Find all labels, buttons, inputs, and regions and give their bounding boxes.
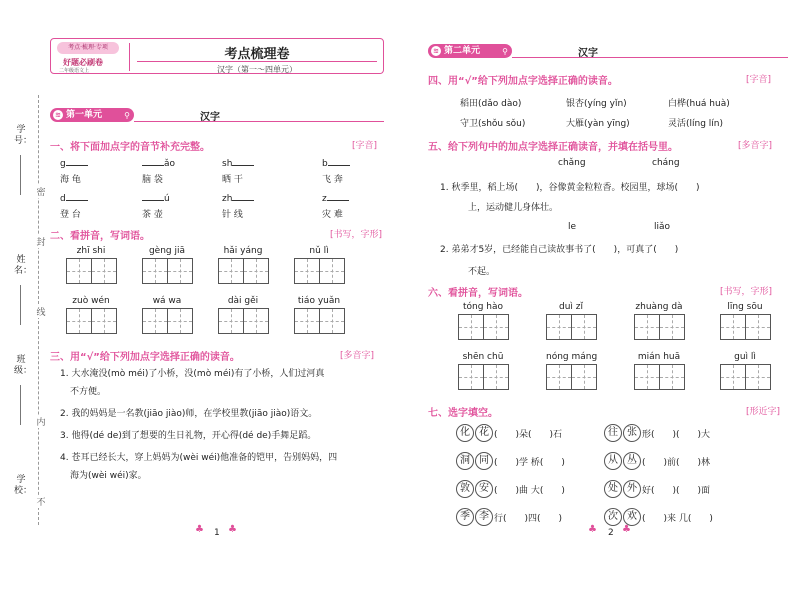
writing-cell[interactable] <box>319 258 345 284</box>
magnifier-icon: ⚲ <box>124 111 130 120</box>
name-line <box>20 285 21 325</box>
answer-blank[interactable] <box>66 157 88 166</box>
q2-word: zuò wén <box>66 296 116 334</box>
unit-banner <box>428 44 788 58</box>
option-char: 处 <box>604 480 622 498</box>
writing-cell[interactable] <box>458 364 484 390</box>
option-char: 次 <box>604 508 622 526</box>
writing-cell[interactable] <box>659 364 685 390</box>
option-char: 张 <box>623 424 641 442</box>
student-id-line <box>20 155 21 195</box>
unit-title: 汉字 <box>200 112 220 123</box>
binding-sep: 线 <box>36 305 46 318</box>
q5-sentence: 不起。 <box>468 267 496 277</box>
page-title: 考点梳理卷 <box>224 47 290 62</box>
writing-cell[interactable] <box>659 314 685 340</box>
q6-word: nóng máng <box>546 352 597 390</box>
q6-title: 六、看拼音，写词语。 <box>428 288 528 299</box>
writing-cell[interactable] <box>745 364 771 390</box>
grade-label: 二年级语文上 <box>59 68 90 74</box>
q2-tag: [书写，字形] <box>330 230 383 240</box>
magnifier-icon: ⚲ <box>502 47 508 56</box>
q2-word: tiáo yuǎn <box>294 296 344 334</box>
writing-cell[interactable] <box>720 364 746 390</box>
option-char: 从 <box>604 452 622 470</box>
writing-cell[interactable] <box>483 364 509 390</box>
writing-cell[interactable] <box>458 314 484 340</box>
q5-tag: [多音字] <box>738 141 773 151</box>
q5-title: 五、给下列句中的加点字选择正确读音，并填在括号里。 <box>428 142 678 153</box>
q1-item: sh 晒 干 <box>222 157 254 185</box>
writing-cell[interactable] <box>720 314 746 340</box>
writing-cell[interactable] <box>243 308 269 334</box>
fill-blank-pair[interactable]: 行( )四( ) <box>494 513 563 524</box>
option-char: 化 <box>456 424 474 442</box>
student-id-label: 学号： <box>14 125 33 146</box>
writing-cell[interactable] <box>634 364 660 390</box>
writing-cell[interactable] <box>142 308 168 334</box>
page-number: 2 <box>608 528 614 538</box>
q3-line: 1. 大水淹没(mò méi)了小桥，没(mò méi)有了小桥，人们过河真 <box>60 369 325 379</box>
writing-cell[interactable] <box>294 258 320 284</box>
palm-icon: ♣ <box>195 524 204 535</box>
fill-blank-pair[interactable]: 形( )( )大 <box>642 429 711 440</box>
writing-cell[interactable] <box>571 364 597 390</box>
answer-blank[interactable] <box>328 157 350 166</box>
writing-cell[interactable] <box>745 314 771 340</box>
q6-word: zhuàng dà <box>634 302 684 340</box>
writing-cell[interactable] <box>571 314 597 340</box>
school-label: 学校： <box>14 475 33 496</box>
q3-line: 4. 苍耳已经长大，穿上妈妈为(wèi wéi)他准备的铠甲，告别妈妈，四 <box>60 453 338 463</box>
palm-icon: ♣ <box>228 524 237 535</box>
q7-row <box>456 424 716 442</box>
q3-line: 2. 我的妈妈是一名教(jiāo jiào)师，在学校里教(jiāo jiào)语文。 <box>60 409 318 419</box>
q5-pinyin-option: le <box>568 222 577 232</box>
right-page <box>400 0 800 589</box>
fill-blank-pair[interactable]: ( )前( )林 <box>642 457 711 468</box>
q6-word: mián huā <box>634 352 684 390</box>
option-char: 花 <box>475 424 493 442</box>
option-char: 安 <box>475 480 493 498</box>
writing-cell[interactable] <box>66 308 92 334</box>
option-char: 欢 <box>623 508 641 526</box>
unit-pill <box>50 108 134 122</box>
q2-title: 二、看拼音，写词语。 <box>50 231 150 242</box>
q6-tag: [书写，字形] <box>720 287 773 297</box>
writing-cell[interactable] <box>66 258 92 284</box>
q1-item: g 海 龟 <box>60 157 88 185</box>
q1-item: ǎo 脑 袋 <box>142 159 176 185</box>
binding-sep: 封 <box>36 235 46 248</box>
q5-pinyin-option: cháng <box>652 158 680 168</box>
q4-option: 银杏(yíng yǐn) <box>566 99 627 109</box>
palm-icon: ♣ <box>622 524 631 535</box>
q3-line: 不方便。 <box>70 387 107 397</box>
header-tag: 考点·梳理·专项 <box>57 42 119 54</box>
brand-name: 好题必刷卷 <box>63 58 103 67</box>
writing-cell[interactable] <box>483 314 509 340</box>
q4-option: 稻田(dǎo dào) <box>460 99 522 109</box>
answer-blank[interactable] <box>142 192 164 201</box>
q2-word: wá wa <box>142 296 192 334</box>
writing-cell[interactable] <box>546 314 572 340</box>
q1-item: z 灾 难 <box>322 192 349 220</box>
writing-cell[interactable] <box>294 308 320 334</box>
fill-blank-pair[interactable]: ( )学 桥( ) <box>494 457 565 468</box>
q4-option: 灵活(líng lín) <box>668 119 724 129</box>
q5-sentence: 上，运动健儿身体壮。 <box>468 203 559 213</box>
q1-item: zh 针 线 <box>222 192 254 220</box>
option-char: 同 <box>475 452 493 470</box>
unit-label: 第一单元 <box>66 110 103 120</box>
name-label: 姓名： <box>14 255 33 276</box>
q7-row <box>456 480 716 498</box>
q2-word: zhī shi <box>66 246 116 284</box>
option-char: 敦 <box>456 480 474 498</box>
option-char: 李 <box>475 508 493 526</box>
q4-option: 守卫(shǒu sǒu) <box>460 119 526 129</box>
unit-pill <box>428 44 512 58</box>
q6-word: līng sōu <box>720 302 770 340</box>
option-char: 洞 <box>456 452 474 470</box>
q1-item: d 登 台 <box>60 192 88 220</box>
answer-blank[interactable] <box>232 157 254 166</box>
writing-cell[interactable] <box>243 258 269 284</box>
answer-blank[interactable] <box>66 192 88 201</box>
writing-cell[interactable] <box>91 308 117 334</box>
answer-blank[interactable] <box>142 157 164 166</box>
writing-cell[interactable] <box>546 364 572 390</box>
writing-cell[interactable] <box>218 258 244 284</box>
header-divider <box>129 43 130 71</box>
q6-word: shēn chū <box>458 352 508 390</box>
q3-tag: [多音字] <box>340 351 375 361</box>
unit-underline <box>134 121 384 122</box>
q3-title: 三、用“√”给下列加点字选择正确的读音。 <box>50 352 240 363</box>
q2-word: dài gěi <box>218 296 268 334</box>
writing-cell[interactable] <box>142 258 168 284</box>
writing-cell[interactable] <box>167 308 193 334</box>
q1-title: 一、将下面加点字的音节补充完整。 <box>50 142 210 153</box>
option-char: 往 <box>604 424 622 442</box>
q7-row <box>456 452 716 470</box>
fill-blank-pair[interactable]: ( )曲 大( ) <box>494 485 565 496</box>
wifi-icon: ≋ <box>53 110 63 120</box>
unit-label: 第二单元 <box>444 46 481 56</box>
wifi-icon: ≋ <box>431 46 441 56</box>
scope-label: 汉字（第一～四单元） <box>137 61 377 75</box>
binding-strip <box>14 95 44 525</box>
q1-tag: [字音] <box>352 141 378 151</box>
option-char: 外 <box>623 480 641 498</box>
q6-word: duì zǐ <box>546 302 596 340</box>
q4-option: 大雁(yàn yīng) <box>566 119 630 129</box>
q4-tag: [字音] <box>746 75 772 85</box>
unit-underline <box>512 57 788 58</box>
unit-title: 汉字 <box>578 48 598 59</box>
fill-blank-pair[interactable]: 好( )( )面 <box>642 485 711 496</box>
q7-tag: [形近字] <box>746 407 781 417</box>
writing-cell[interactable] <box>319 308 345 334</box>
q2-word: gèng jiā <box>142 246 192 284</box>
q6-word: tóng hào <box>458 302 508 340</box>
binding-sep: 密 <box>36 185 46 198</box>
answer-blank[interactable] <box>232 192 254 201</box>
q1-item: b 飞 奔 <box>322 157 350 185</box>
class-line <box>20 385 21 425</box>
q2-word: hǎi yáng <box>218 246 268 284</box>
q1-item: ú 茶 壶 <box>142 194 170 220</box>
q3-line: 海为(wèi wéi)家。 <box>70 471 147 481</box>
class-label: 班级： <box>14 355 33 376</box>
writing-cell[interactable] <box>91 258 117 284</box>
q3-line: 3. 他得(dé de)到了想要的生日礼物，开心得(dé de)手舞足蹈。 <box>60 431 317 441</box>
fill-blank-pair[interactable]: ( )朵( )石 <box>494 429 563 440</box>
q5-sentence: 2. 弟弟才5岁，已经能自己读故事书了( )，可真了( ) <box>440 245 679 255</box>
q4-title: 四、用“√”给下列加点字选择正确的读音。 <box>428 76 618 87</box>
q4-option: 白桦(huá huà) <box>668 99 730 109</box>
fill-blank-pair[interactable]: ( )来 几( ) <box>642 513 713 524</box>
binding-sep: 不 <box>36 495 46 508</box>
unit-banner <box>50 108 384 122</box>
page-number: 1 <box>214 528 220 538</box>
q5-pinyin-option: liǎo <box>654 222 671 232</box>
option-char: 丛 <box>623 452 641 470</box>
q6-word: guì lì <box>720 352 770 390</box>
palm-icon: ♣ <box>588 524 597 535</box>
q7-title: 七、选字填空。 <box>428 408 498 419</box>
binding-sep: 内 <box>36 415 46 428</box>
q2-word: nǔ lì <box>294 246 344 284</box>
writing-cell[interactable] <box>167 258 193 284</box>
writing-cell[interactable] <box>218 308 244 334</box>
q5-sentence: 1. 秋季里，稻上场( )，谷像黄金粒粒香。校园里，球场( ) <box>440 183 700 193</box>
q5-pinyin-option: chǎng <box>558 158 586 168</box>
answer-blank[interactable] <box>327 192 349 201</box>
exam-header <box>50 38 384 74</box>
option-char: 季 <box>456 508 474 526</box>
writing-cell[interactable] <box>634 314 660 340</box>
